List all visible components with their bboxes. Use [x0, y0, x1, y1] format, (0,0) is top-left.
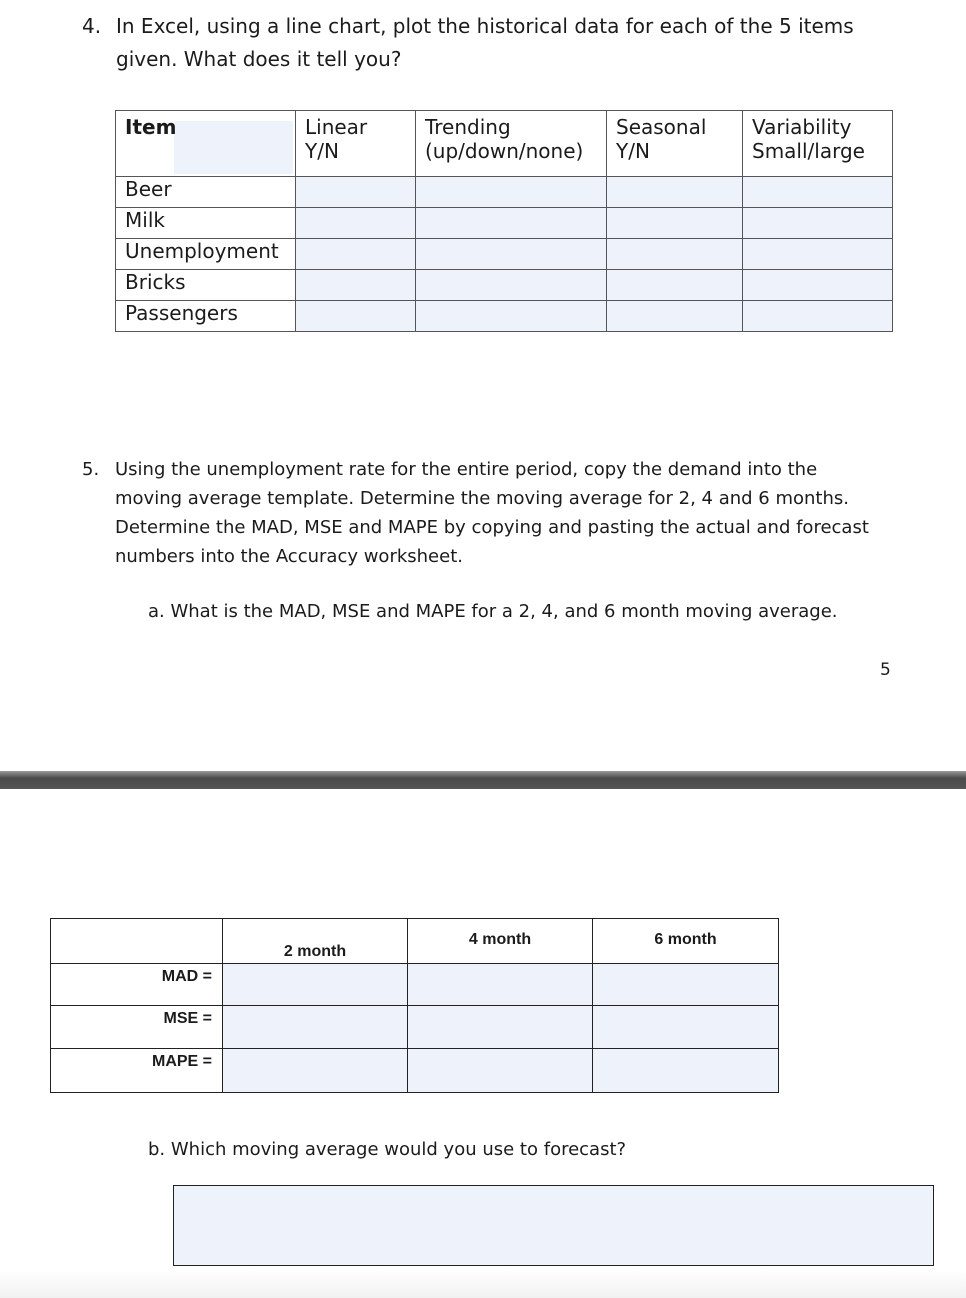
- seasonal-input[interactable]: [607, 177, 743, 208]
- table-row: [51, 964, 779, 1006]
- page-divider: [0, 771, 966, 789]
- col-2-month: 2 month: [223, 919, 408, 964]
- mse-6-month-input[interactable]: [593, 1006, 779, 1049]
- mse-4-month-input[interactable]: [408, 1006, 593, 1049]
- mse-2-month-input[interactable]: [223, 1006, 408, 1049]
- table-row: [116, 270, 893, 301]
- col-6-month: 6 month: [593, 919, 779, 964]
- trending-header: Trending (up/down/none): [416, 111, 607, 177]
- row-label: Milk: [116, 208, 296, 239]
- page-bottom-edge: [0, 1270, 966, 1298]
- table-row: [116, 301, 893, 332]
- accuracy-table: [50, 918, 779, 1093]
- mape-6-month-input[interactable]: [593, 1049, 779, 1093]
- question-4-number: 4.: [82, 14, 102, 38]
- page-number: 5: [880, 660, 891, 680]
- table-row: [116, 208, 893, 239]
- row-label: Unemployment: [116, 239, 296, 270]
- seasonal-header: Seasonal Y/N: [607, 111, 743, 177]
- linear-header: Linear Y/N: [296, 111, 416, 177]
- row-label: Passengers: [116, 301, 296, 332]
- question-4-text: In Excel, using a line chart, plot the historical data for each of the 5 items given. What does it tell you?: [116, 14, 854, 71]
- answer-input-box[interactable]: [173, 1185, 934, 1266]
- question-5-text: Using the unemployment rate for the entire period, copy the demand into the moving average template. Determine the moving average for 2, 4 and 6 months. Determine the MAD, MSE and MAPE by copying and pasting the actual and forecast numbers into the Accuracy worksheet.: [115, 459, 869, 567]
- table-row: [116, 239, 893, 270]
- mad-6-month-input[interactable]: [593, 964, 779, 1006]
- trending-input[interactable]: [416, 301, 607, 332]
- blank-header-cell: [51, 919, 223, 964]
- linear-input[interactable]: [296, 270, 416, 301]
- col-4-month: 4 month: [408, 919, 593, 964]
- trending-input[interactable]: [416, 177, 607, 208]
- item-header: Item: [116, 111, 296, 177]
- linear-input[interactable]: [296, 208, 416, 239]
- mse-label: MSE =: [51, 1006, 223, 1049]
- table-row: [116, 177, 893, 208]
- question-5a: a. What is the MAD, MSE and MAPE for a 2, 4, and 6 month moving average.: [148, 601, 838, 622]
- linear-input[interactable]: [296, 177, 416, 208]
- items-table-header-row: [116, 111, 893, 177]
- row-label: Beer: [116, 177, 296, 208]
- mad-2-month-input[interactable]: [223, 964, 408, 1006]
- variability-input[interactable]: [743, 301, 893, 332]
- mape-2-month-input[interactable]: [223, 1049, 408, 1093]
- variability-input[interactable]: [743, 239, 893, 270]
- accuracy-header-row: [51, 919, 779, 964]
- mape-4-month-input[interactable]: [408, 1049, 593, 1093]
- trending-input[interactable]: [416, 239, 607, 270]
- linear-input[interactable]: [296, 239, 416, 270]
- variability-header: Variability Small/large: [743, 111, 893, 177]
- seasonal-input[interactable]: [607, 239, 743, 270]
- row-label: Bricks: [116, 270, 296, 301]
- variability-input[interactable]: [743, 177, 893, 208]
- question-5b: b. Which moving average would you use to forecast?: [148, 1139, 627, 1160]
- items-table: [115, 110, 893, 332]
- mad-4-month-input[interactable]: [408, 964, 593, 1006]
- mad-label: MAD =: [51, 964, 223, 1006]
- mape-label: MAPE =: [51, 1049, 223, 1093]
- variability-input[interactable]: [743, 270, 893, 301]
- table-row: [51, 1006, 779, 1049]
- variability-input[interactable]: [743, 208, 893, 239]
- trending-input[interactable]: [416, 208, 607, 239]
- linear-input[interactable]: [296, 301, 416, 332]
- seasonal-input[interactable]: [607, 208, 743, 239]
- seasonal-input[interactable]: [607, 270, 743, 301]
- seasonal-input[interactable]: [607, 301, 743, 332]
- trending-input[interactable]: [416, 270, 607, 301]
- table-row: [51, 1049, 779, 1093]
- question-5-number: 5.: [82, 459, 100, 480]
